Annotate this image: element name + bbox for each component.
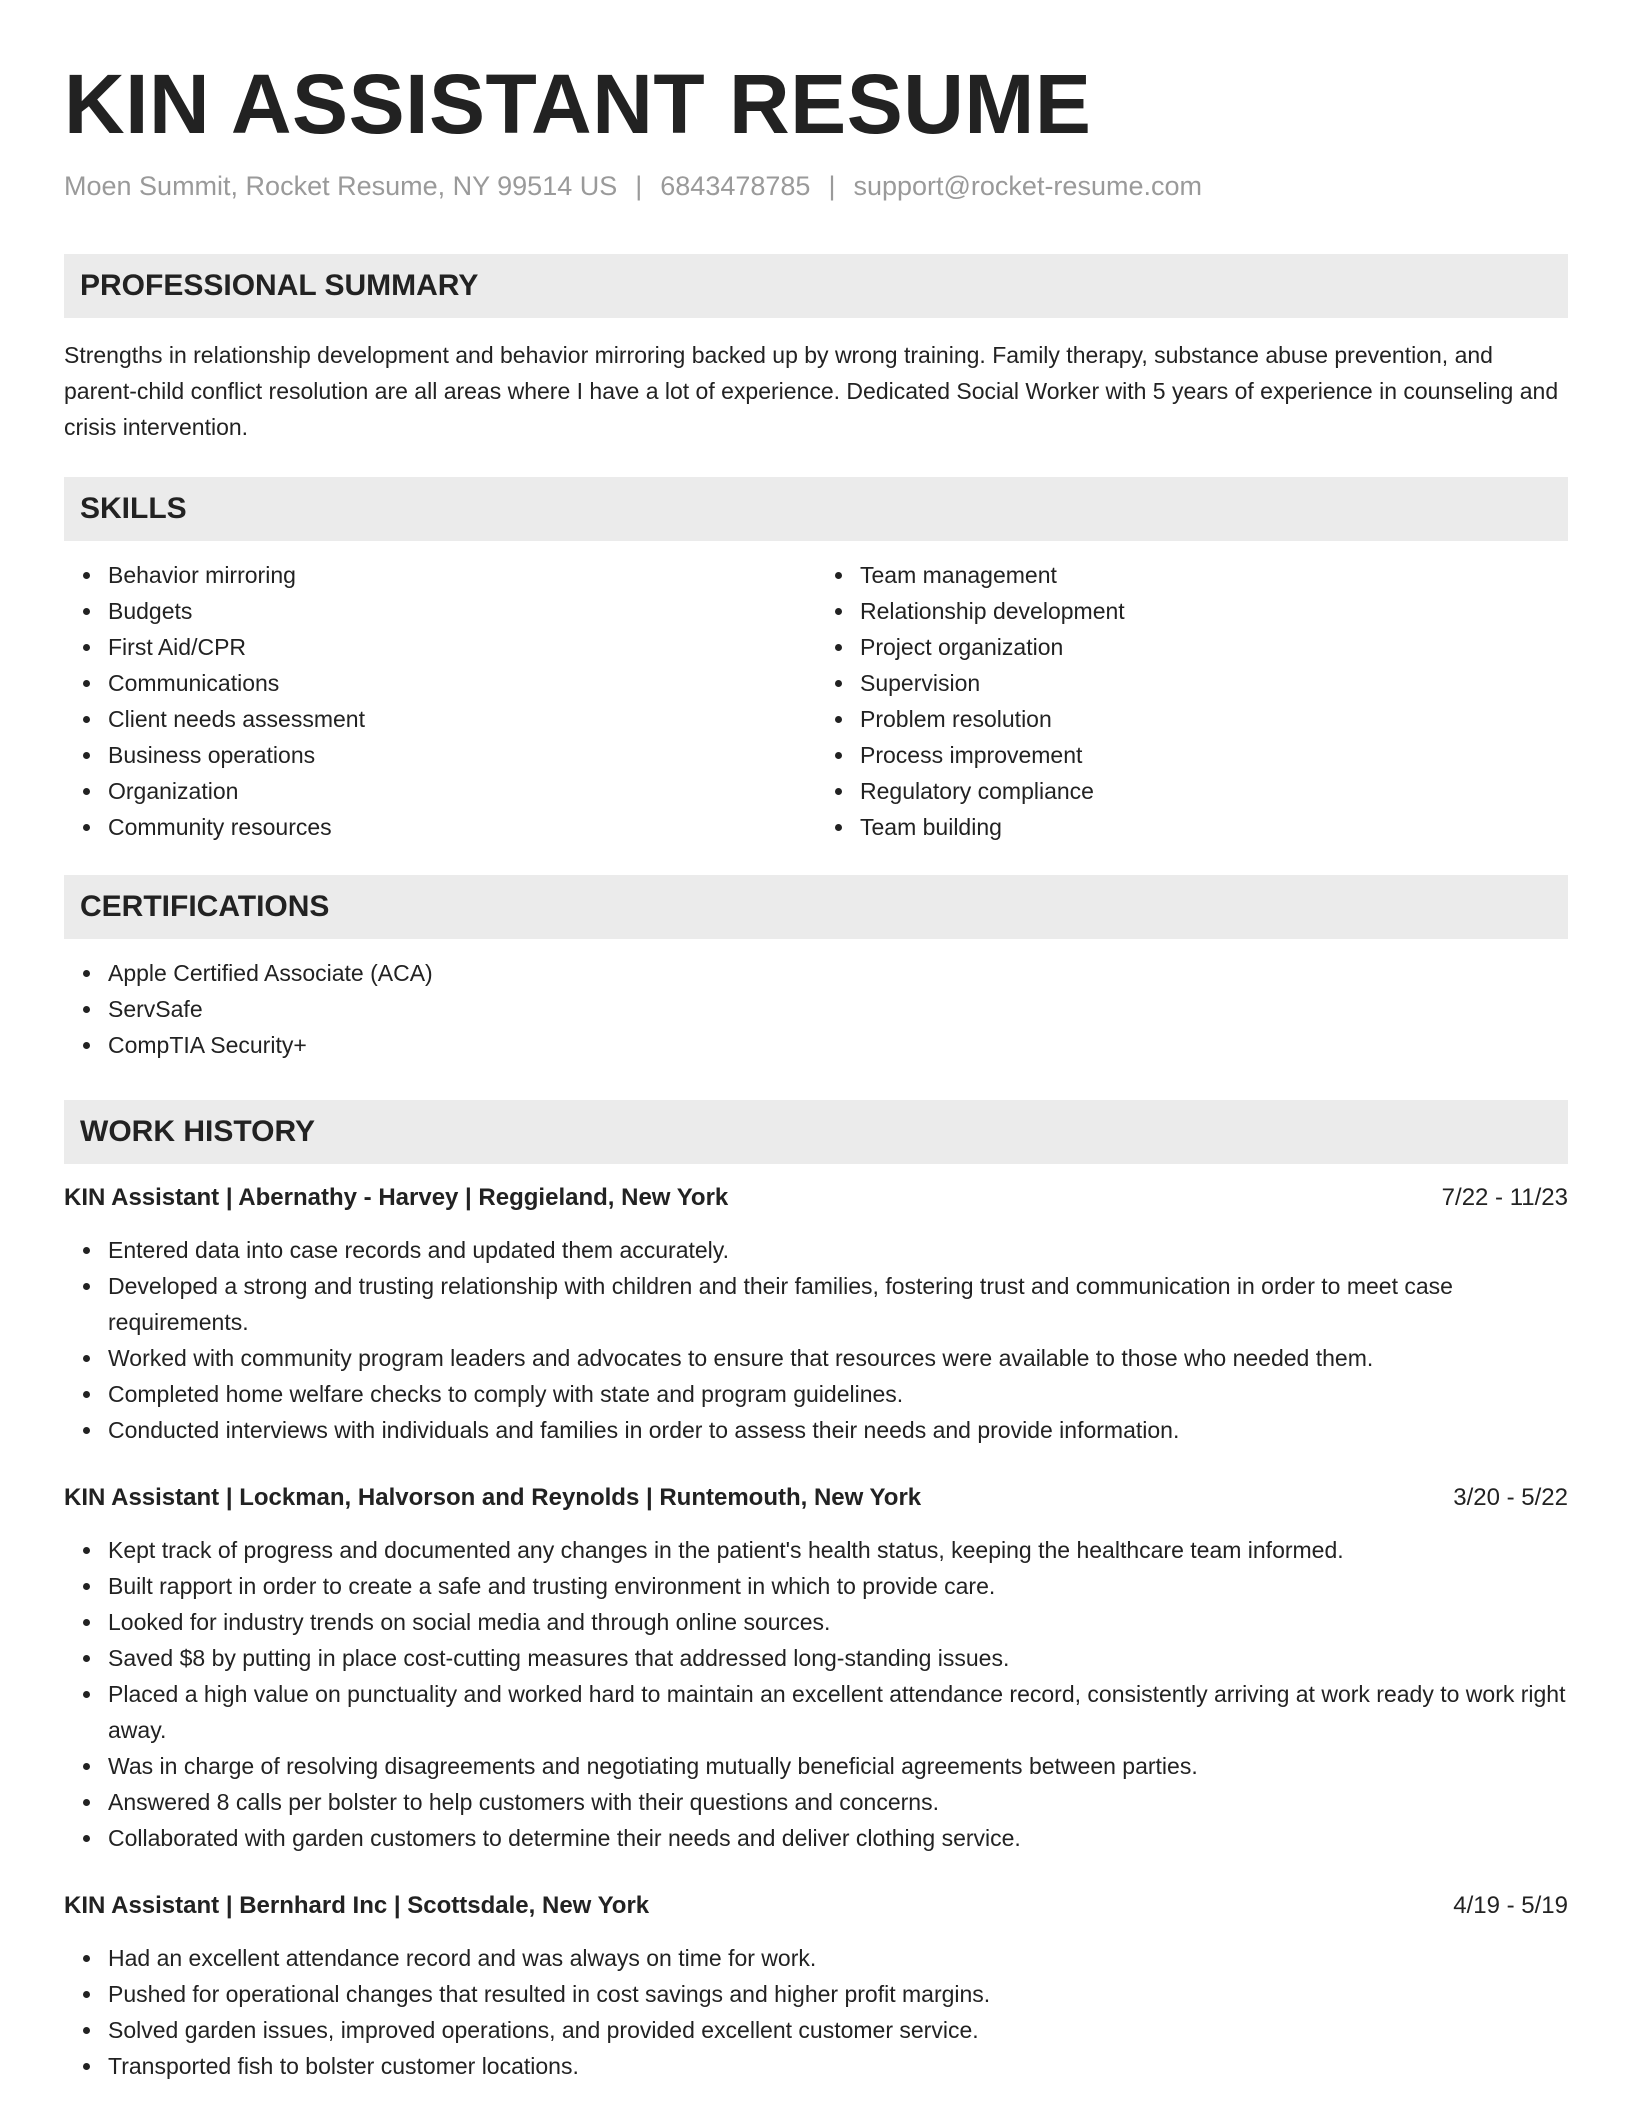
certification-item: Apple Certified Associate (ACA) xyxy=(108,955,1568,991)
job-bullet-list xyxy=(64,1940,1568,2084)
section-heading-skills: SKILLS xyxy=(64,477,1568,541)
job-bullet-list xyxy=(64,1532,1568,1856)
skill-item: Relationship development xyxy=(860,593,1568,629)
skill-item: Client needs assessment xyxy=(108,701,816,737)
skill-item: Supervision xyxy=(860,665,1568,701)
skill-item: Team building xyxy=(860,809,1568,845)
job-bullet: Answered 8 calls per bolster to help customers with their questions and concerns. xyxy=(108,1784,1568,1820)
job-entry xyxy=(64,1888,1568,2084)
section-heading-summary: PROFESSIONAL SUMMARY xyxy=(64,254,1568,318)
resume-title: KIN ASSISTANT RESUME xyxy=(64,57,1092,151)
job-bullet: Collaborated with garden customers to determine their needs and deliver clothing service. xyxy=(108,1820,1568,1856)
contact-address: Moen Summit, Rocket Resume, NY 99514 US xyxy=(64,171,618,201)
job-dates: 4/19 - 5/19 xyxy=(1453,1892,1568,1919)
skill-item: Process improvement xyxy=(860,737,1568,773)
section-heading-certifications: CERTIFICATIONS xyxy=(64,875,1568,939)
skill-item: Organization xyxy=(108,773,816,809)
job-title: KIN Assistant | Lockman, Halvorson and Reynolds | Runtemouth, New York xyxy=(64,1484,922,1511)
contact-email: support@rocket-resume.com xyxy=(853,171,1202,201)
job-entry xyxy=(64,1480,1568,1856)
certifications-list xyxy=(64,955,1568,1063)
job-bullet: Had an excellent attendance record and was always on time for work. xyxy=(108,1940,1568,1976)
skills-column-right xyxy=(816,557,1568,845)
job-title: KIN Assistant | Bernhard Inc | Scottsdale, New York xyxy=(64,1892,650,1919)
section-heading-work-history: WORK HISTORY xyxy=(64,1100,1568,1164)
job-title: KIN Assistant | Abernathy - Harvey | Reggieland, New York xyxy=(64,1184,729,1211)
skill-item: Problem resolution xyxy=(860,701,1568,737)
skill-item: First Aid/CPR xyxy=(108,629,816,665)
contact-phone: 6843478785 xyxy=(660,171,811,201)
job-dates: 3/20 - 5/22 xyxy=(1453,1484,1568,1511)
skills-list-right xyxy=(816,557,1568,845)
contact-line xyxy=(64,168,1568,204)
job-bullet: Developed a strong and trusting relationship with children and their families, fostering trust and communication in order to meet case requirements. xyxy=(108,1268,1568,1340)
summary-text: Strengths in relationship development and behavior mirroring backed up by wrong training. Family therapy, substance abuse prevention, and parent-child conflict resolution are all areas where I have a lot of experience. Dedicated Social Worker with 5 years of experience in counseling and crisis intervention. xyxy=(64,342,1559,440)
skills-column-left xyxy=(64,557,816,845)
job-bullet: Kept track of progress and documented any changes in the patient's health status, keeping the healthcare team informed. xyxy=(108,1532,1568,1568)
job-bullet: Conducted interviews with individuals and families in order to assess their needs and provide information. xyxy=(108,1412,1568,1448)
skill-item: Behavior mirroring xyxy=(108,557,816,593)
job-bullet: Built rapport in order to create a safe and trusting environment in which to provide care. xyxy=(108,1568,1568,1604)
job-bullet: Was in charge of resolving disagreements and negotiating mutually beneficial agreements between parties. xyxy=(108,1748,1568,1784)
skill-item: Regulatory compliance xyxy=(860,773,1568,809)
skill-item: Community resources xyxy=(108,809,816,845)
job-dates: 7/22 - 11/23 xyxy=(1441,1184,1568,1211)
job-bullet: Transported fish to bolster customer locations. xyxy=(108,2048,1568,2084)
work-history-list xyxy=(64,1180,1568,2084)
job-bullet-list xyxy=(64,1232,1568,1448)
job-bullet: Completed home welfare checks to comply with state and program guidelines. xyxy=(108,1376,1568,1412)
skill-item: Budgets xyxy=(108,593,816,629)
skill-item: Communications xyxy=(108,665,816,701)
job-entry xyxy=(64,1180,1568,1448)
contact-separator: | xyxy=(828,171,836,201)
certifications-block xyxy=(64,955,1568,1063)
job-bullet: Looked for industry trends on social media and through online sources. xyxy=(108,1604,1568,1640)
certification-item: ServSafe xyxy=(108,991,1568,1027)
job-header xyxy=(64,1180,1568,1216)
skills-list-left xyxy=(64,557,816,845)
skill-item: Project organization xyxy=(860,629,1568,665)
certification-item: CompTIA Security+ xyxy=(108,1027,1568,1063)
job-bullet: Saved $8 by putting in place cost-cutting measures that addressed long-standing issues. xyxy=(108,1640,1568,1676)
job-bullet: Pushed for operational changes that resulted in cost savings and higher profit margins. xyxy=(108,1976,1568,2012)
job-bullet: Solved garden issues, improved operations, and provided excellent customer service. xyxy=(108,2012,1568,2048)
skills-grid xyxy=(64,557,1568,845)
job-bullet: Worked with community program leaders and advocates to ensure that resources were available to those who needed them. xyxy=(108,1340,1568,1376)
job-bullet: Placed a high value on punctuality and worked hard to maintain an excellent attendance record, consistently arriving at work ready to work right away. xyxy=(108,1676,1568,1748)
job-header xyxy=(64,1888,1568,1924)
skill-item: Team management xyxy=(860,557,1568,593)
contact-separator: | xyxy=(635,171,643,201)
skill-item: Business operations xyxy=(108,737,816,773)
job-bullet: Entered data into case records and updated them accurately. xyxy=(108,1232,1568,1268)
job-header xyxy=(64,1480,1568,1516)
